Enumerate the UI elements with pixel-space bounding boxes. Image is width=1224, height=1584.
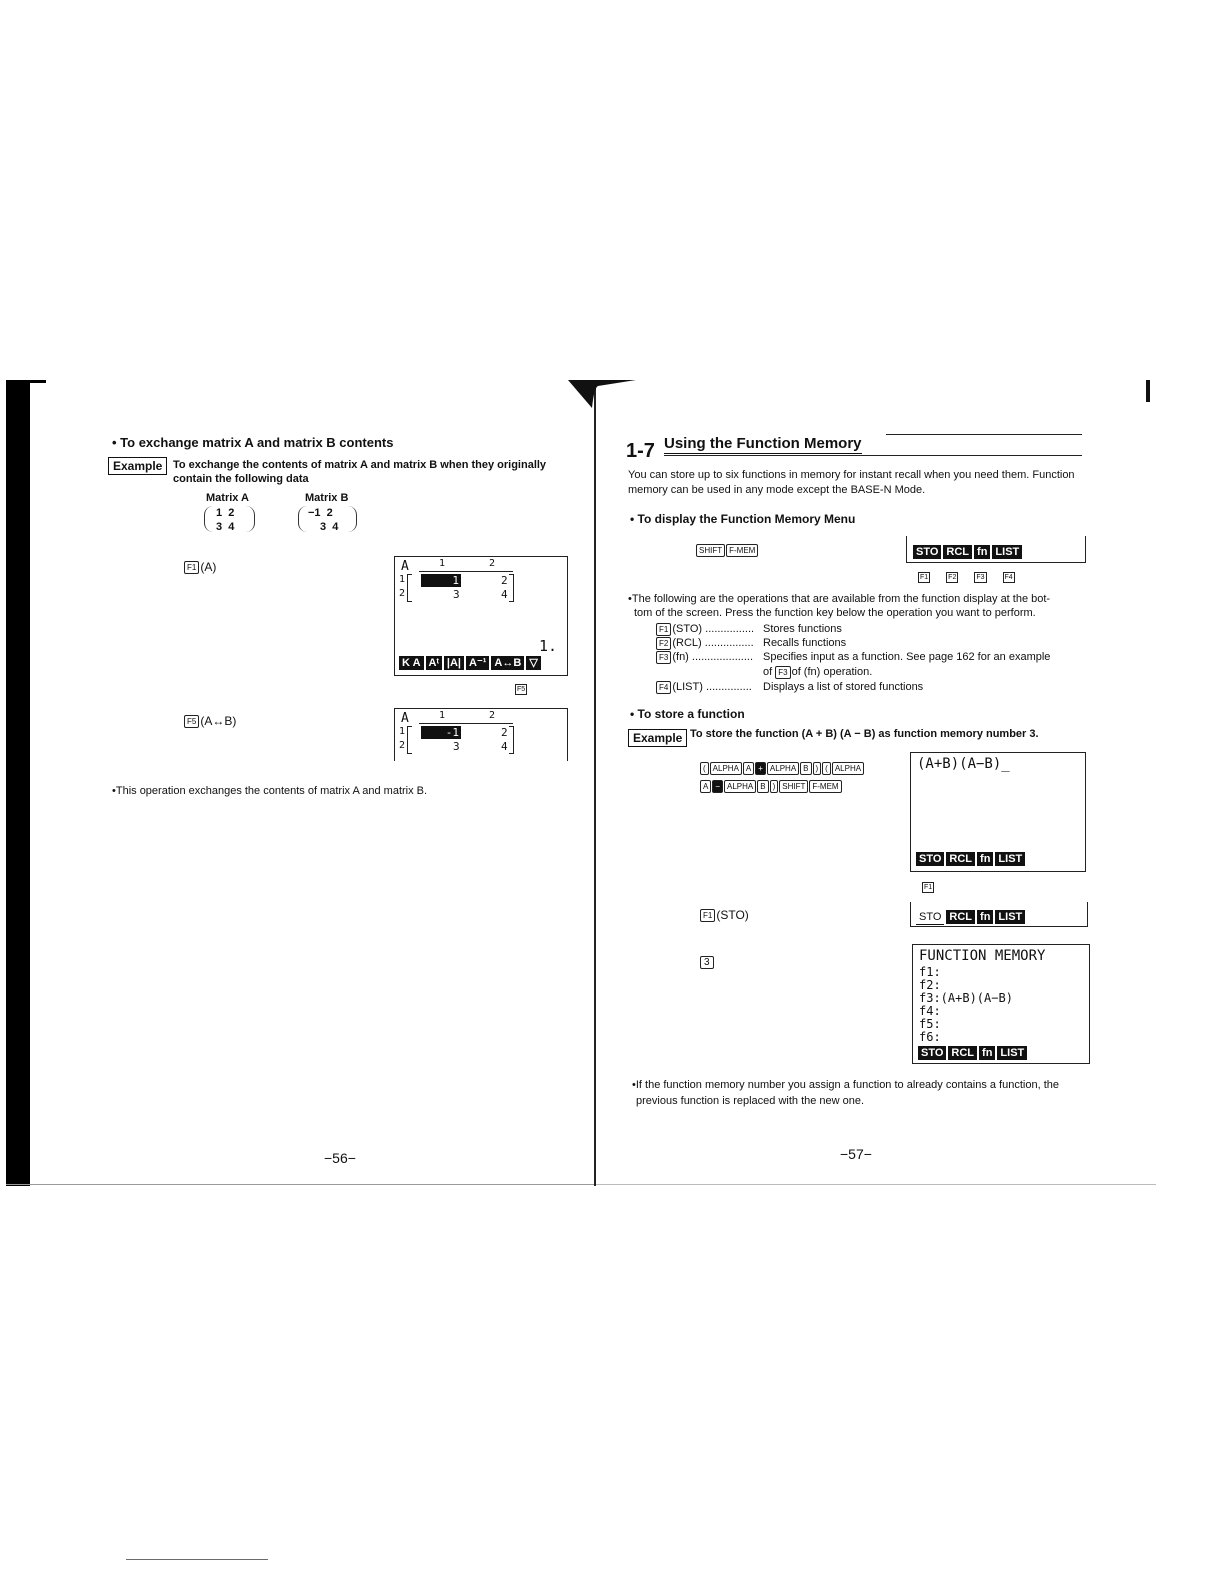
screen2-bracket-left [407,726,412,754]
screen1-cell-r2c2: 4 [501,588,508,601]
menu-fn: fn [974,545,990,559]
op-rcl-name: (RCL) [672,637,702,649]
screen1-cell-r2c1: 3 [453,588,460,601]
section-title-rule-bottom [664,455,1082,456]
input-menu-list: LIST [995,852,1025,866]
key-sequence-row-1 [700,760,865,778]
op-fn-desc-cont [763,665,872,680]
key-minus: − [712,780,723,793]
matrix-b-label: Matrix B [305,492,349,504]
op-list-key: F4 [656,681,671,694]
screen1-menu-swap: A↔B [491,656,524,670]
function-input-line: (A+B)(A−B)_ [917,756,1010,772]
op-fn-dots: .................... [691,651,754,663]
op-rcl-key: F2 [656,637,671,650]
menu-sto: STO [913,545,941,559]
matrix-b-row2: 3 4 [320,521,339,533]
screen1-result: 1. [538,637,557,655]
matrix-screen-2 [394,708,568,761]
op-rcl-dots: ................ [704,637,754,649]
key-alpha-4: ALPHA [724,780,756,793]
function-input-menu [916,851,1027,866]
screen1-menu-more: ▽ [526,656,540,670]
op-list-desc: Displays a list of stored functions [763,681,924,693]
step-f1-label: (A) [200,560,217,574]
op-sto-key: F1 [656,623,671,636]
input-menu-rcl: RCL [946,852,975,866]
right-example-label: Example [628,729,687,747]
matrix-a-row1: 1 2 [216,507,235,519]
right-page-corner-mark [1146,380,1150,402]
fm-title: FUNCTION MEMORY [919,948,1046,964]
left-example-label: Example [108,457,167,475]
op-fn-desc: Specifies input as a function. See page 162 for an example [763,651,1051,663]
fkey-f2: F2 [948,574,957,581]
fm-line-2: f2: [919,978,941,992]
sto-strip-sto: STO [916,910,944,925]
key-open-paren-2: ( [822,762,831,775]
subheading-display-menu: • To display the Function Memory Menu [630,512,856,526]
op-list-name: (LIST) [672,681,703,693]
ops-intro-2: tom of the screen. Press the function key below the operation you want to perform. [634,607,1036,619]
center-gutter [594,382,596,1186]
fkey-f3: F3 [976,574,985,581]
op-row-rcl [656,636,1096,651]
section-title-rule-top [886,434,1082,435]
key-b-2: B [757,780,768,793]
screen2-cell-r1c2: 2 [501,726,508,739]
matrix-screen-1 [394,556,568,676]
left-page-edge [6,380,30,1186]
screen2-header-rule [419,723,513,724]
op-fn-name: (fn) [672,651,689,663]
menu-screen-top-bar [913,542,1024,560]
screen2-bracket-right [509,726,514,754]
fm-line-5: f5: [919,1017,941,1031]
link-underline [126,1559,268,1560]
input-menu-sto: STO [916,852,944,866]
screen1-matrix-name: A [401,559,409,574]
fm-line-4: f4: [919,1004,941,1018]
fm-line-3: f3:(A+B)(A−B) [919,991,1013,1005]
matrix-b-paren-left [298,506,307,532]
screen1-cell-r1c1: 1 [421,574,461,587]
fm-menu-rcl: RCL [948,1046,977,1060]
screen2-cell-r2c1: 3 [453,740,460,753]
step-f5-label: (A↔B) [200,714,237,728]
screen1-header-rule [419,571,513,572]
screen1-menu-inverse: A⁻¹ [466,656,489,670]
key-close-paren-1: ) [813,762,822,775]
ops-intro-1: •The following are the operations that are available from the function display at the bot- [628,593,1051,605]
screen1-cell-r1c2: 2 [501,574,508,587]
screen2-matrix-name: A [401,711,409,726]
screen1-f5-label [515,678,543,696]
menu-list: LIST [992,545,1022,559]
screen1-bracket-left [407,574,412,602]
left-page-bottom-rule [6,1184,596,1185]
key-a-2: A [700,780,711,793]
op-sto-name: (STO) [672,623,703,635]
key-alpha-1: ALPHA [710,762,742,775]
fm-line-6: f6: [919,1030,941,1044]
screen2-cell-r1c1: -1 [421,726,461,739]
screen1-menu-ka: K A [399,656,424,670]
fkey-row [918,566,1031,584]
right-example-text: To store the function (A + B) (A − B) as function memory number 3. [690,728,1039,740]
key-shift: SHIFT [779,780,808,793]
screen1-menu-determinant: |A| [444,656,464,670]
input-f1-indicator: F1 [924,884,933,891]
op-list-dots: ............... [705,681,752,693]
op-row-sto [656,622,1096,637]
key-3: 3 [700,956,714,969]
key-b-1: B [800,762,811,775]
matrix-a-label: Matrix A [206,492,249,504]
screen1-menu [399,655,543,670]
key-close-paren-2: ) [770,780,779,793]
sto-f1-key: F1 [700,909,715,922]
fm-menu-fn: fn [979,1046,995,1060]
left-example-text-2: contain the following data [173,473,309,485]
step-sto-label: (STO) [716,908,749,922]
screen2-col2: 2 [489,710,496,721]
key-alpha-2: ALPHA [767,762,799,775]
intro-line-1: You can store up to six functions in memory for instant recall when you need them. Function [628,469,1075,481]
matrix-a [204,506,256,536]
key-alpha-3: ALPHA [832,762,864,775]
right-page-number: −57− [840,1146,872,1162]
menu-rcl: RCL [943,545,972,559]
menu-screen-top [906,536,1086,563]
step-f5-swap [184,714,236,728]
step-key-3 [700,954,715,972]
function-input-screen [910,752,1086,872]
op-sto-dots: ................ [705,623,755,635]
left-example-text-1: To exchange the contents of matrix A and matrix B when they originally [173,459,547,471]
op-fn-cont-key: F3 [775,666,790,679]
section-title: Using the Function Memory [664,435,862,452]
screen2-row2-index: 2 [399,740,406,751]
fm-menu-sto: STO [918,1046,946,1060]
left-page-number: −56− [324,1150,356,1166]
shift-key: SHIFT [696,544,725,557]
fkey-f1: F1 [920,574,929,581]
f5-key-indicator: F5 [517,686,526,693]
right-note-2: previous function is replaced with the new one. [636,1095,865,1107]
matrix-a-row2: 3 4 [216,521,235,533]
matrix-b-row1: −1 2 [308,507,333,519]
f5-key: F5 [184,715,199,728]
matrix-a-paren-left [204,506,213,532]
matrix-b-paren-right [348,506,357,532]
step-f1-a [184,560,216,574]
key-open-paren: ( [700,762,709,775]
screen1-menu-transpose: Aᵗ [426,656,442,670]
screen1-col1: 1 [439,558,446,569]
op-row-list [656,680,1096,695]
screen1-row2-index: 2 [399,588,406,599]
input-screen-f1-label [922,876,950,894]
section-number: 1-7 [626,440,655,462]
input-menu-fn: fn [977,852,993,866]
step-f1-sto [700,908,749,922]
matrix-b [298,506,360,536]
fkey-f4: F4 [1004,574,1013,581]
left-heading: • To exchange matrix A and matrix B contents [112,435,394,450]
f1-key: F1 [184,561,199,574]
screen1-col2: 2 [489,558,496,569]
op-fn-cont-text: of (fn) operation. [791,666,873,678]
key-a-1: A [743,762,754,775]
right-page-bottom-rule [596,1184,1156,1185]
right-note-1: •If the function memory number you assign a function to already contains a function, the [632,1079,1059,1091]
sto-strip-list: LIST [995,910,1025,924]
sto-strip-menu [916,907,1027,925]
op-rcl-desc: Recalls functions [763,637,847,649]
screen2-cell-r2c2: 4 [501,740,508,753]
key-f-mem: F-MEM [809,780,841,793]
gutter-corner-mark [568,378,640,418]
display-menu-keys [696,542,759,560]
op-fn-cont-prefix: of [763,666,776,678]
screen1-row1-index: 1 [399,574,406,585]
op-row-fn [656,650,1096,665]
matrix-a-paren-right [246,506,255,532]
screen2-row1-index: 1 [399,726,406,737]
f-mem-key: F-MEM [726,544,758,557]
fm-line-1: f1: [919,965,941,979]
intro-line-2: memory can be used in any mode except the BASE-N Mode. [628,484,926,496]
left-page-top-rule [6,380,46,383]
screen2-col1: 1 [439,710,446,721]
op-sto-desc: Stores functions [763,623,842,635]
sto-strip-fn: fn [977,910,993,924]
sto-strip-rcl: RCL [946,910,975,924]
fm-menu-list: LIST [997,1046,1027,1060]
sto-screen-strip [910,902,1088,927]
left-note: •This operation exchanges the contents of matrix A and matrix B. [112,785,428,797]
fm-menu [918,1045,1029,1060]
key-sequence-row-2 [700,778,843,796]
key-plus: + [755,762,766,775]
op-fn-key: F3 [656,651,671,664]
function-memory-screen [912,944,1090,1064]
screen1-bracket-right [509,574,514,602]
subheading-store-function: • To store a function [630,707,745,721]
